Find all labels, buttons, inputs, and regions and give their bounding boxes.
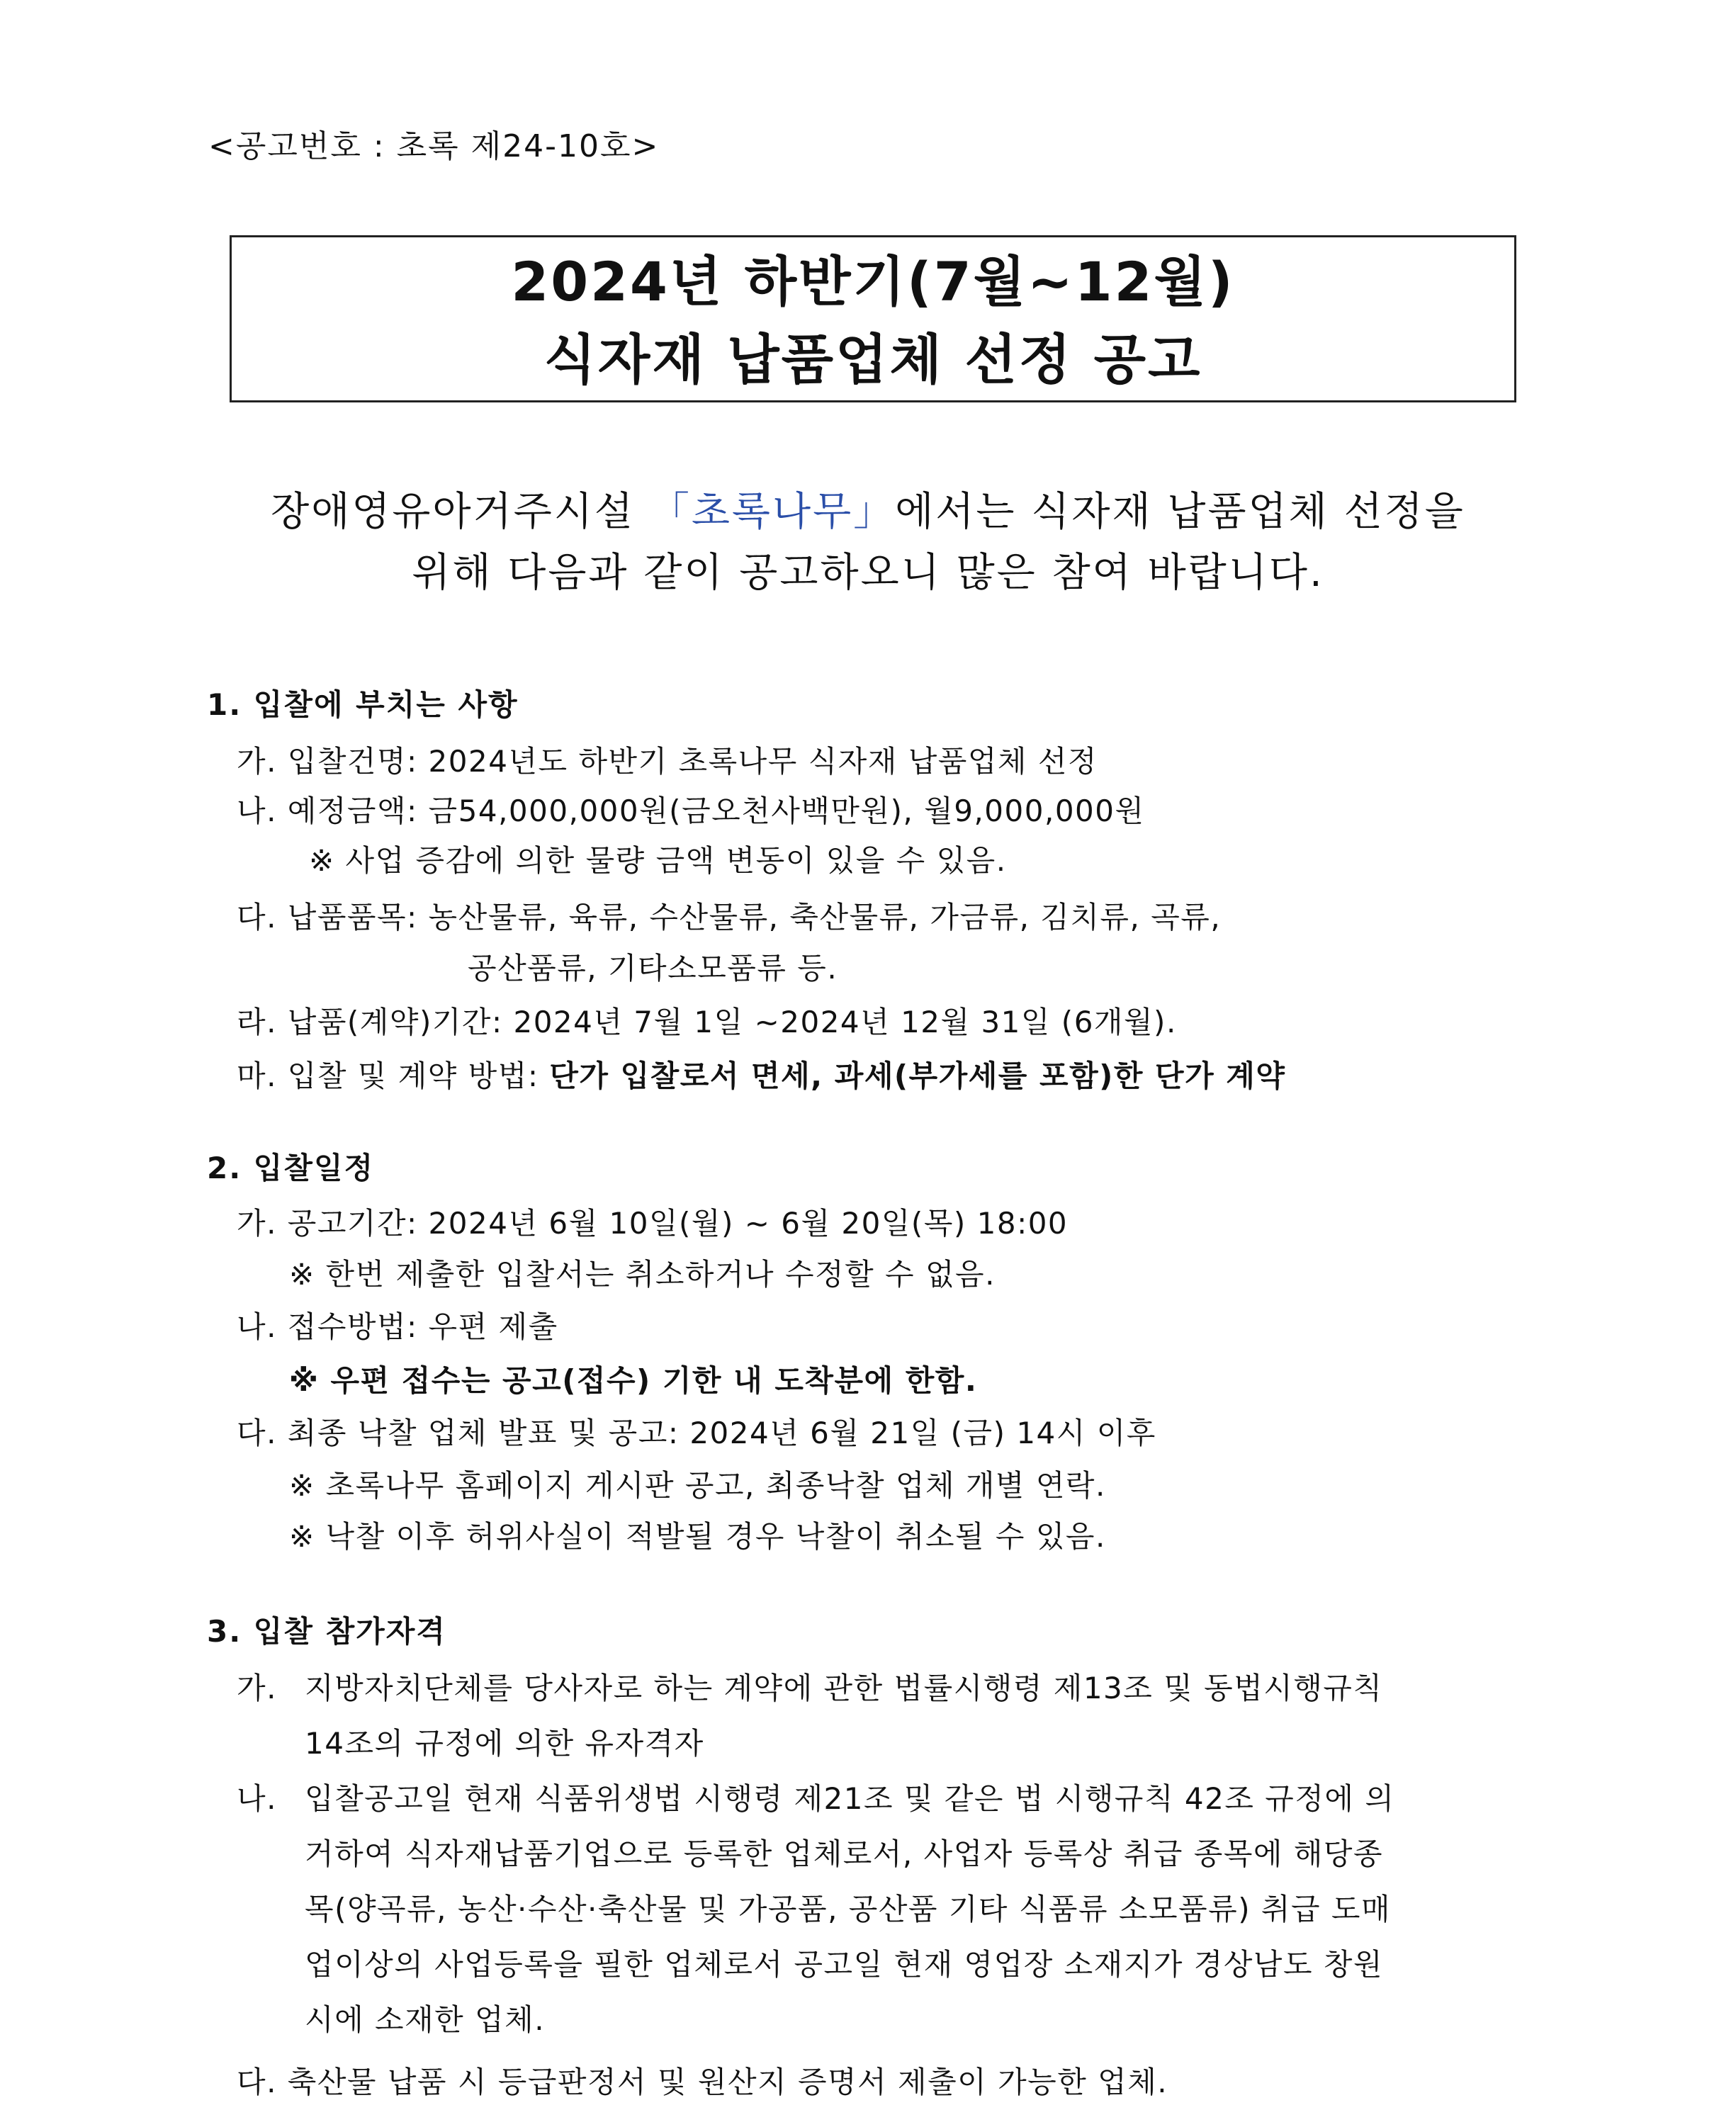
intro-line-1 <box>198 482 1538 543</box>
intro-line-1-post: 에서는 식자재 납품업체 선정을 <box>895 489 1465 535</box>
s2-item-da-note-2: ※ 낙찰 이후 허위사실이 적발될 경우 낙찰이 취소될 수 있음. <box>289 1519 1106 1554</box>
section-2-title: 2. 입찰일정 <box>207 1151 375 1185</box>
s1-item-da-line-2: 공산품류, 기타소모품류 등. <box>468 951 838 986</box>
s1-item-ma-bold: 단가 입찰로서 면세, 과세(부가세를 포함)한 단가 계약 <box>549 1059 1286 1093</box>
s1-item-ga: 가. 입찰건명: 2024년도 하반기 초록나무 식자재 납품업체 선정 <box>237 744 1098 779</box>
intro-line-1-pre: 장애영유아거주시설 <box>271 489 650 535</box>
organization-name: 「초록나무」 <box>649 489 896 535</box>
intro-paragraph <box>198 482 1538 604</box>
title-line-2: 식자재 납품업체 선정 공고 <box>543 328 1202 391</box>
notice-number: <공고번호 : 초록 제24-10호> <box>208 128 660 164</box>
s2-item-na-note: ※ 우편 접수는 공고(접수) 기한 내 도착분에 한함. <box>289 1363 978 1398</box>
s1-item-ma <box>237 1053 1285 1095</box>
s2-item-ga: 가. 공고기간: 2024년 6월 10일(월) ~ 6월 20일(목) 18:00 <box>237 1206 1069 1241</box>
s3-item-na <box>237 1771 1523 2048</box>
s2-item-da: 다. 최종 낙찰 업체 발표 및 공고: 2024년 6월 21일 (금) 14시 이후 <box>237 1416 1156 1450</box>
s3-item-ga <box>237 1661 1523 1771</box>
intro-line-2: 위해 다음과 같이 공고하오니 많은 참여 바랍니다. <box>412 550 1324 596</box>
s3-item-ga-label: 가. <box>237 1671 277 1705</box>
s3-item-na-line-3: 목(양곡류, 농산·수산·축산물 및 가공품, 공산품 기타 식품류 소모품류) 취급 도매 <box>305 1892 1392 1926</box>
section-3-title: 3. 입찰 참가자격 <box>207 1614 446 1649</box>
s3-item-na-line-2: 거하여 식자재납품기업으로 등록한 업체로서, 사업자 등록상 취급 종목에 해당종 <box>305 1837 1384 1871</box>
s1-item-da-line-1: 다. 납품품목: 농산물류, 육류, 수산물류, 축산물류, 가금류, 김치류, 곡류, <box>237 900 1222 935</box>
s3-item-na-line-1: 입찰공고일 현재 식품위생법 시행령 제21조 및 같은 법 시행규칙 42조 규정에 의 <box>305 1781 1395 1816</box>
s3-item-ga-line-1: 지방자치단체를 당사자로 하는 계약에 관한 법률시행령 제13조 및 동법시행규칙 <box>305 1671 1383 1705</box>
section-1-title: 1. 입찰에 부치는 사항 <box>207 687 519 722</box>
title-line-1: 2024년 하반기(7월~12월) <box>511 250 1235 313</box>
s2-item-na: 나. 접수방법: 우편 제출 <box>237 1309 558 1344</box>
s3-item-da: 다. 축산물 납품 시 등급판정서 및 원산지 증명서 제출이 가능한 업체. <box>237 2065 1168 2099</box>
s1-item-na: 나. 예정금액: 금54,000,000원(금오천사백만원), 월9,000,000원 <box>237 794 1145 828</box>
s1-item-ma-label: 마. 입찰 및 계약 방법: <box>237 1059 550 1093</box>
s1-item-na-note: ※ 사업 증감에 의한 물량 금액 변동이 있을 수 있음. <box>309 843 1007 878</box>
s3-item-na-line-5: 시에 소재한 업체. <box>305 2002 546 2037</box>
s2-item-ga-note: ※ 한번 제출한 입찰서는 취소하거나 수정할 수 없음. <box>289 1257 996 1292</box>
s1-item-ra: 라. 납품(계약)기간: 2024년 7월 1일 ~2024년 12월 31일 (6개월). <box>237 1005 1177 1039</box>
s3-item-na-line-4: 업이상의 사업등록을 필한 업체로서 공고일 현재 영업장 소재지가 경상남도 창원 <box>305 1947 1384 1982</box>
title-box <box>230 235 1516 402</box>
s3-item-na-label: 나. <box>237 1781 277 1816</box>
s2-item-da-note-1: ※ 초록나무 홈페이지 게시판 공고, 최종낙찰 업체 개별 연락. <box>289 1468 1106 1503</box>
s3-item-ga-line-2: 14조의 규정에 의한 유자격자 <box>305 1726 704 1761</box>
